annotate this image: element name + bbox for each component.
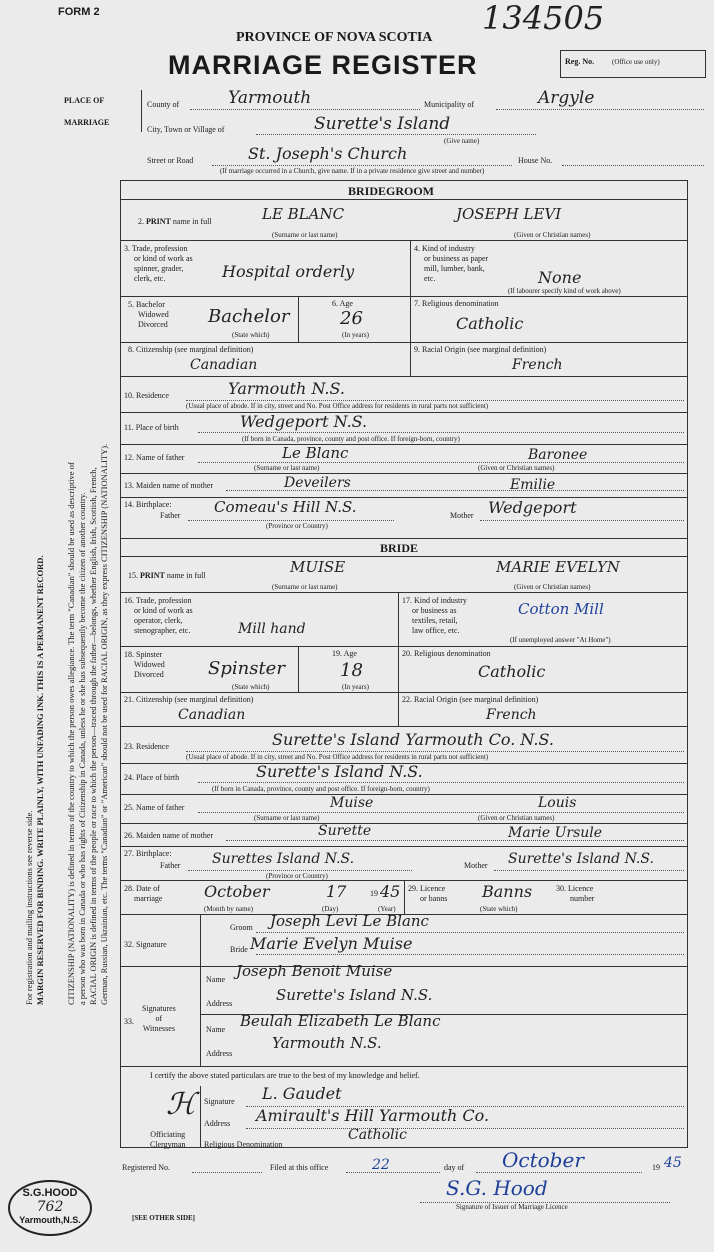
groom-trade-label: 3. Trade, profession or kind of work as spinner, grader, clerk, etc.	[124, 244, 193, 283]
groom-industry-label: 4. Kind of industry or business as paper mill, lumber, bank, etc.	[414, 244, 489, 283]
certify-text: I certify the above stated particulars are true to the best of my knowledge and belief.	[150, 1071, 420, 1080]
bride-father-birthplace: Surettes Island N.S.	[212, 851, 355, 867]
clergy-signature: L. Gaudet	[262, 1084, 342, 1103]
witness2-address: Yarmouth N.S.	[272, 1034, 382, 1052]
bride-industry-label: 17. Kind of industry or business as textiles, retail, law office, etc.	[402, 596, 467, 635]
city-value: Surette's Island	[314, 114, 451, 134]
house-label: House No.	[518, 156, 553, 165]
bride-birthplace: Surette's Island N.S.	[256, 762, 423, 781]
bride-heading: BRIDE	[380, 541, 419, 555]
bride-age: 18	[340, 660, 363, 681]
bride-racial: French	[486, 707, 537, 723]
municipality-value: Argyle	[538, 88, 595, 108]
county-label: County of	[147, 100, 180, 109]
bride-trade: Mill hand	[238, 621, 306, 637]
bride-mother-surname: Surette	[318, 823, 372, 839]
groom-mother-given: Emilie	[510, 477, 556, 493]
bride-status-label: 18. Spinster Widowed Divorced	[124, 650, 165, 679]
form-number: FORM 2	[58, 6, 100, 18]
bride-surname: MUISE	[290, 558, 346, 576]
bride-mother-given: Marie Ursule	[508, 825, 603, 841]
witnesses-label: Signatures of Witnesses	[142, 1004, 176, 1033]
groom-mother-birthplace: Wedgeport	[488, 498, 577, 517]
groom-father-birthplace: Comeau's Hill N.S.	[214, 498, 357, 516]
see-other-side: [SEE OTHER SIDE]	[132, 1214, 196, 1222]
bride-signature: Marie Evelyn Muise	[250, 934, 413, 953]
bride-status: Spinster	[208, 658, 285, 679]
licence-type: Banns	[482, 882, 533, 901]
groom-residence: Yarmouth N.S.	[228, 379, 345, 398]
issuer-signature: S.G. Hood	[446, 1176, 548, 1200]
bridegroom-heading: BRIDEGROOM	[348, 184, 435, 198]
margin-definitions: CITIZENSHIP (NATIONALITY) is defined in terms of the country to which the person owes allegiance. The term "Canadian" should be used as descriptive of a person who was born in Canada or who has rights of Citizenship in Canada, unless he or she has subsequently become the citizen of another country. RACIAL ORIGIN is defined in terms of the people or race to which the person—traced through the father—belongs, whether English, Irish, Scottish, French, German, Russian, Ukrainian, etc. The terms "Canadian" or "American" should not be used for RACIAL ORIGIN, as they express CITIZENSHIP (NATIONALITY).	[66, 443, 109, 1005]
give-name-note: (Give name)	[444, 137, 480, 145]
groom-status: Bachelor	[208, 306, 290, 327]
groom-mother-surname: Deveilers	[284, 475, 351, 491]
groom-status-label: 5. Bachelor Widowed Divorced	[128, 300, 169, 329]
page-title: MARRIAGE REGISTER	[168, 50, 478, 80]
place-label-2: MARRIAGE	[64, 118, 110, 127]
city-label: City, Town or Village of	[147, 125, 225, 134]
groom-citizenship: Canadian	[190, 357, 258, 373]
issuer-stamp: S.G.HOOD 762 Yarmouth,N.S.	[8, 1180, 92, 1236]
bride-religion: Catholic	[478, 662, 546, 681]
clergy-initials-mark: ℋ	[166, 1087, 196, 1122]
bride-trade-label: 16. Trade, profession or kind of work as operator, clerk, stenographer, etc.	[124, 596, 193, 635]
groom-father-given: Baronee	[528, 447, 588, 463]
groom-racial: French	[512, 357, 563, 373]
filed-month: October	[502, 1148, 584, 1172]
signature-label: 32. Signature	[124, 940, 167, 949]
marriage-year: 45	[380, 882, 401, 901]
bride-industry: Cotton Mill	[518, 600, 604, 618]
filed-day: 22	[372, 1157, 390, 1173]
groom-surname: LE BLANC	[262, 205, 345, 223]
place-note: (If marriage occurred in a Church, give name. If in a private residence give street and number)	[220, 167, 485, 175]
bride-given-names: MARIE EVELYN	[496, 558, 620, 576]
groom-given-names: JOSEPH LEVI	[456, 205, 562, 223]
officiating-label: Officiating Clergyman	[150, 1130, 186, 1149]
place-label: PLACE OF	[64, 96, 105, 105]
margin-instructions: For registration and mailing instructions see reverse side. MARGIN RESERVED FOR BINDING. WRITE PLAINLY, WITH UNFADING INK. THIS IS A PERMANENT RECORD.	[24, 555, 45, 1005]
issuer-note: Signature of Issuer of Marriage Licence	[456, 1203, 568, 1211]
reg-no-note: (Office use only)	[612, 58, 660, 66]
county-value: Yarmouth	[228, 88, 312, 108]
groom-industry: None	[538, 268, 582, 287]
reg-no-label: Reg. No.	[565, 57, 595, 66]
licence-number-label: 30. Licence number	[556, 884, 595, 903]
witness2-name: Beulah Elizabeth Le Blanc	[240, 1012, 441, 1030]
bride-mother-birthplace: Surette's Island N.S.	[508, 851, 654, 867]
marriage-month: October	[204, 882, 270, 901]
groom-birthplace: Wedgeport N.S.	[240, 412, 368, 431]
groom-signature: Joseph Levi Le Blanc	[270, 912, 429, 930]
groom-trade: Hospital orderly	[222, 262, 355, 281]
filed-year: 45	[664, 1155, 682, 1171]
bride-residence: Surette's Island Yarmouth Co. N.S.	[272, 730, 554, 749]
witness1-name: Joseph Benoit Muise	[236, 962, 393, 980]
street-value: St. Joseph's Church	[248, 144, 408, 163]
clergy-religion: Catholic	[348, 1127, 407, 1143]
document-number: 134505	[482, 0, 605, 37]
street-label: Street or Road	[147, 156, 194, 165]
municipality-label: Municipality of	[424, 100, 474, 109]
groom-age: 26	[340, 308, 363, 329]
bride-father-surname: Muise	[330, 795, 374, 811]
clergy-address: Amirault's Hill Yarmouth Co.	[256, 1106, 490, 1125]
marriage-day: 17	[326, 882, 347, 901]
witness1-address: Surette's Island N.S.	[276, 986, 433, 1004]
province-heading: PROVINCE OF NOVA SCOTIA	[236, 30, 433, 45]
marriage-date-label: 28. Date of marriage	[124, 884, 163, 903]
licence-label: 29. Licence or banns	[408, 884, 448, 903]
bride-father-given: Louis	[538, 795, 577, 811]
groom-religion: Catholic	[456, 314, 524, 333]
groom-father-surname: Le Blanc	[282, 444, 349, 462]
bride-citizenship: Canadian	[178, 707, 246, 723]
